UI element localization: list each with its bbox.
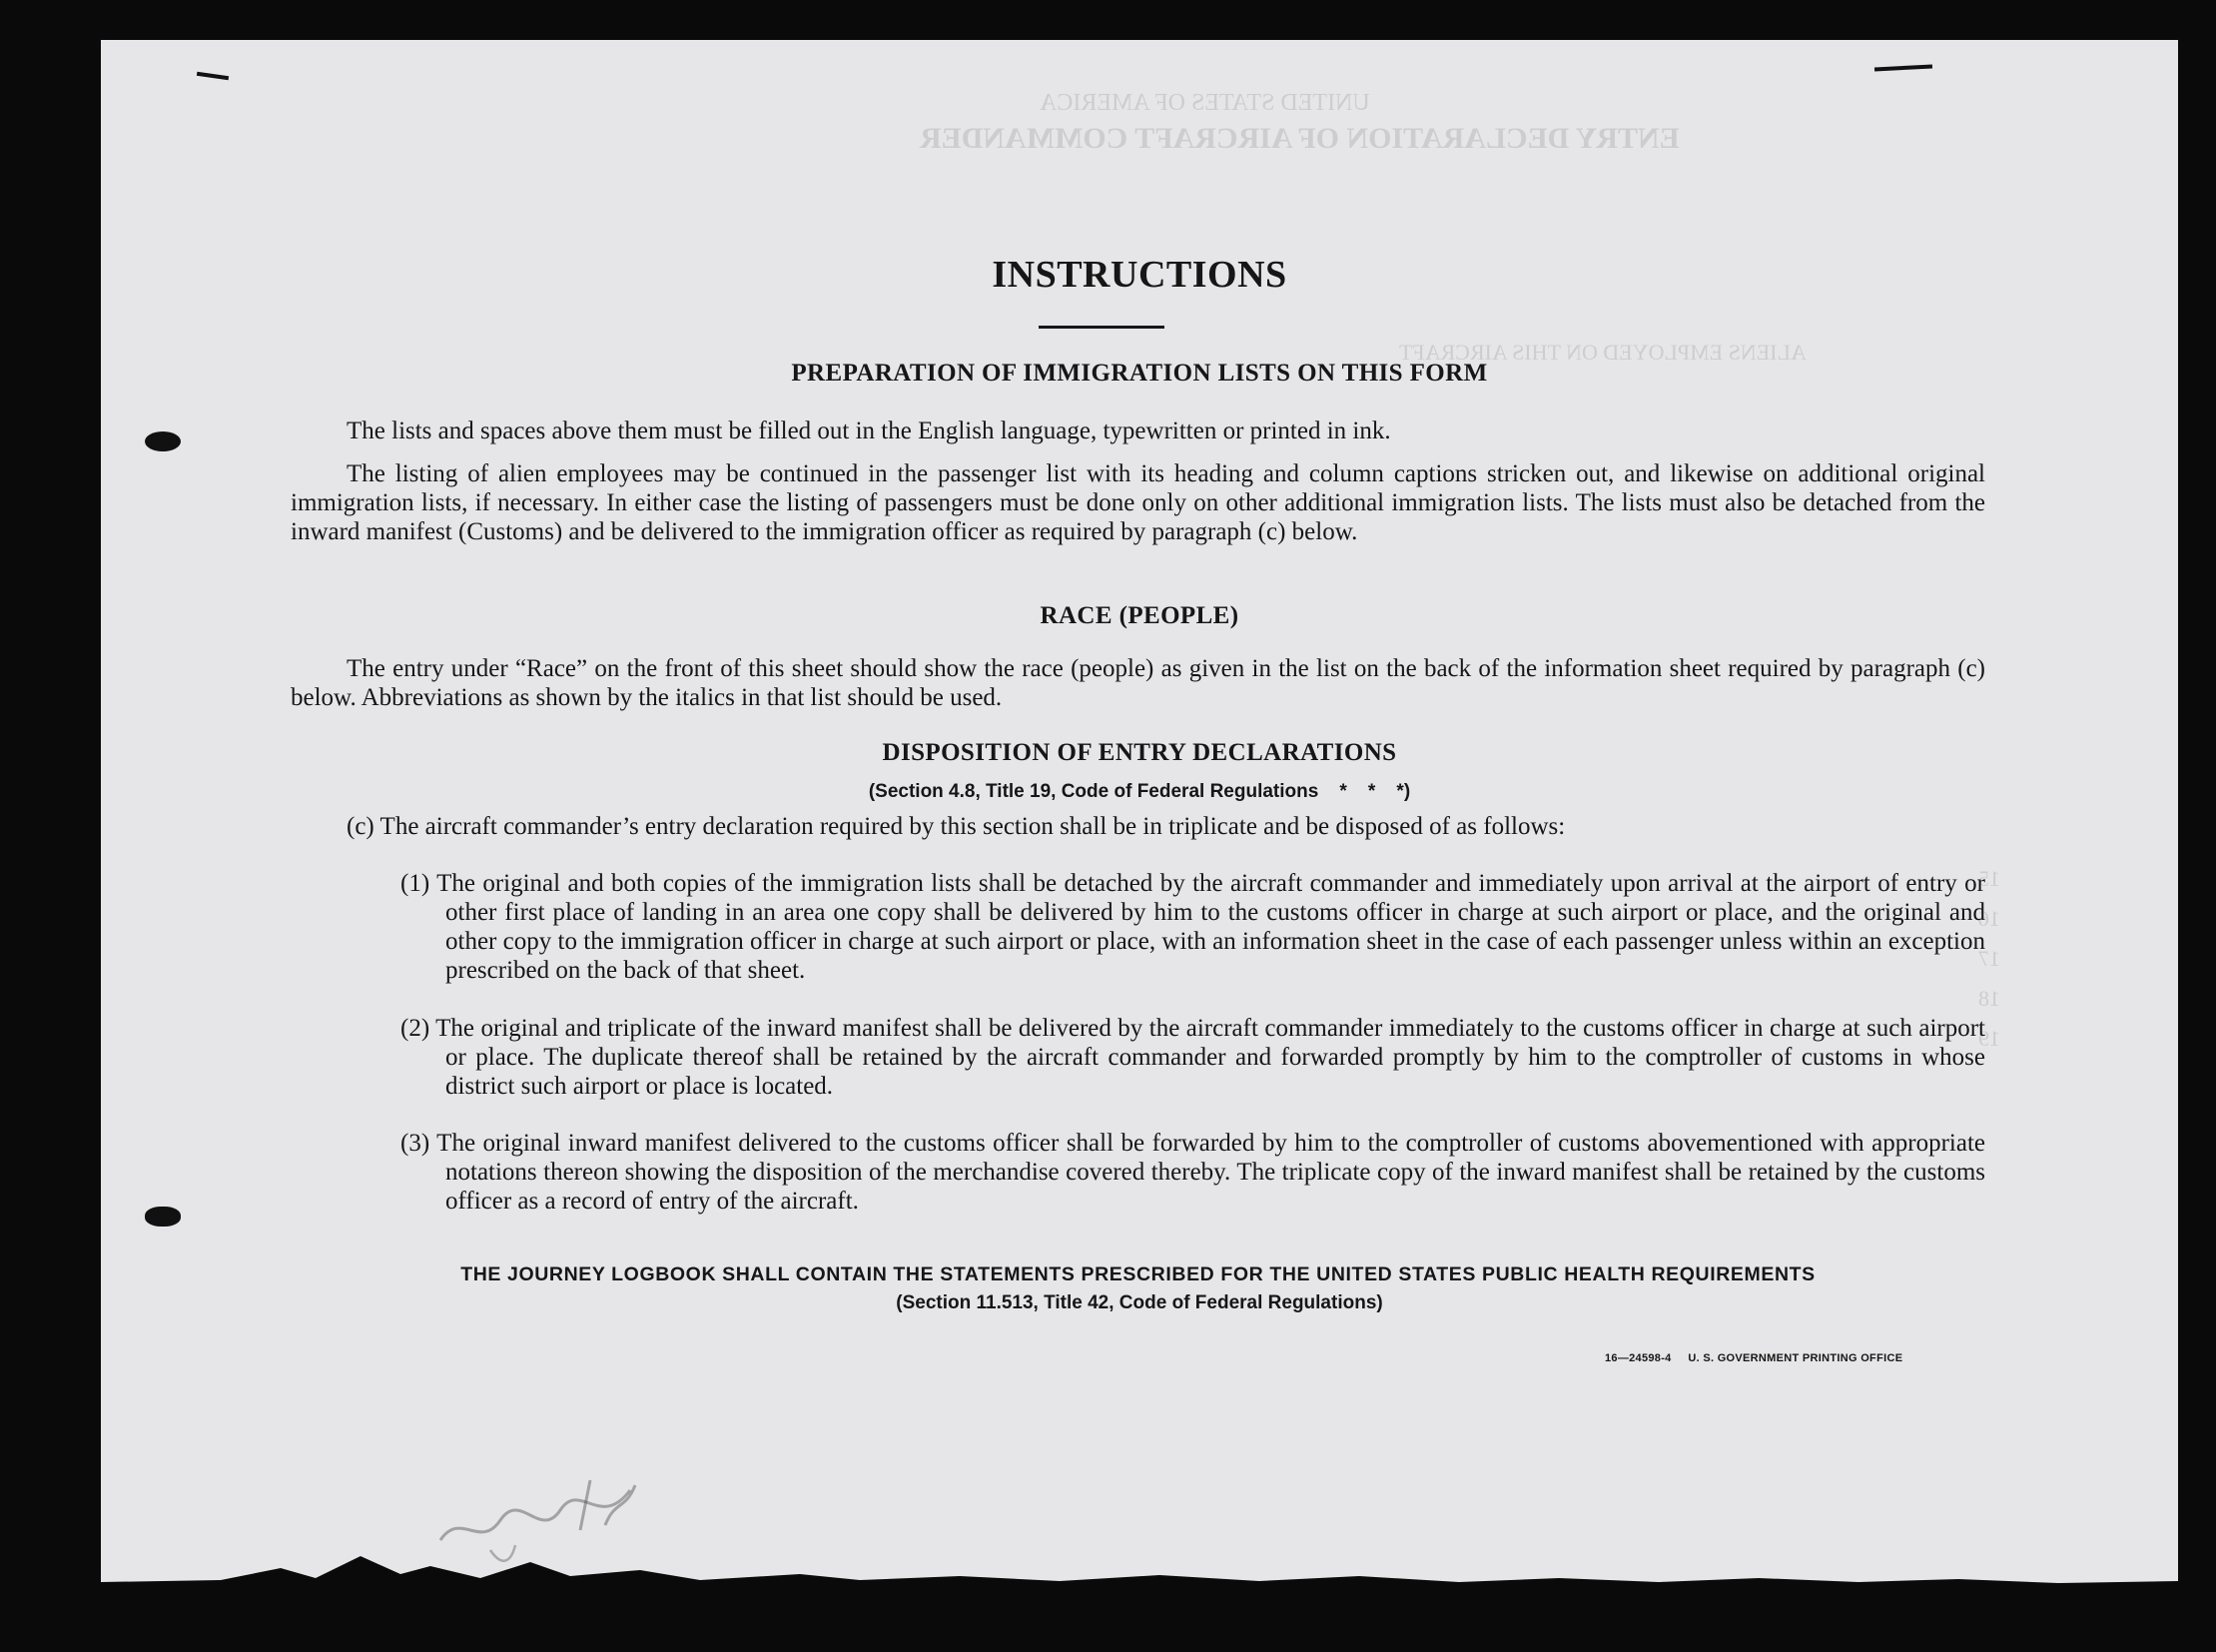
disposition-item-1: (1) The original and both copies of the immigration lists shall be detached by the aircraft commander and immediately upon arrival at the airport of entry or other first place of landing in an area one copy shall be delivered by him to the customs officer in charge at such airport or place, and the original and other copy to the immigration officer in charge at such airport or place, with an information sheet in the case of each passenger unless within an exception prescribed on the back of that sheet. — [400, 870, 1985, 984]
show-through-text: UNITED STATES OF AMERICA — [1040, 90, 1370, 116]
registration-mark — [197, 72, 229, 80]
show-through-text: ALIENS EMPLOYED ON THIS AIRCRAFT — [1399, 340, 1807, 365]
race-paragraph: The entry under “Race” on the front of this sheet should show the race (people) as given in the list on the back of the information sheet required by paragraph (c) below. Abbreviations as shown by the italics in that list should be used. — [291, 655, 1985, 711]
punch-hole-mark — [145, 431, 181, 451]
disposition-intro: (c) The aircraft commander’s entry declaration required by this section shall be in triplicate and be disposed of as follows: — [347, 813, 1566, 840]
title-underline — [1039, 326, 1164, 329]
disposition-citation: (Section 4.8, Title 19, Code of Federal Regulations * * *) — [868, 781, 1411, 802]
public-health-statement: THE JOURNEY LOGBOOK SHALL CONTAIN THE STATEMENTS PRESCRIBED FOR THE UNITED STATES PUBLIC HEALTH REQUIREMENTS — [460, 1263, 1816, 1285]
torn-edge — [101, 1548, 2178, 1588]
registration-mark — [1874, 64, 1932, 71]
show-through-text: ENTRY DECLARATION OF AIRCRAFT COMMANDER — [920, 122, 1680, 155]
race-heading: RACE (PEOPLE) — [1040, 602, 1239, 629]
show-through-text: 15 16 17 18 19 — [1978, 866, 2000, 1051]
page-title: INSTRUCTIONS — [992, 254, 1287, 296]
disposition-item-3: (3) The original inward manifest delivered to the customs officer shall be forwarded by him to the comptroller of customs abovementioned with appropriate notations thereon showing the disposition of the merchandise covered thereby. The triplicate copy of the inward manifest shall be retained by the customs officer as a record of entry of the aircraft. — [400, 1130, 1985, 1215]
preparation-heading: PREPARATION OF IMMIGRATION LISTS ON THIS FORM — [791, 360, 1488, 387]
public-health-citation: (Section 11.513, Title 42, Code of Federal Regulations) — [896, 1292, 1383, 1313]
document-page — [101, 40, 2178, 1588]
preparation-paragraph-1: The lists and spaces above them must be filled out in the English language, typewritten or printed in ink. — [347, 417, 1391, 444]
disposition-heading: DISPOSITION OF ENTRY DECLARATIONS — [882, 739, 1397, 766]
print-code: 16—24598-4 U. S. GOVERNMENT PRINTING OFFICE — [1605, 1352, 1903, 1364]
punch-hole-mark — [145, 1207, 181, 1227]
disposition-item-2: (2) The original and triplicate of the inward manifest shall be delivered by the aircraft commander immediately to the customs officer in charge at such airport or place. The duplicate thereof shall be retained by the aircraft commander and forwarded promptly by him to the comptroller of customs in whose district such airport or place is located. — [400, 1015, 1985, 1100]
preparation-paragraph-2: The listing of alien employees may be continued in the passenger list with its heading and column captions stricken out, and likewise on additional original immigration lists, if necessary. In either case the listing of passengers must be done only on other additional immigration lists. The lists must also be detached from the inward manifest (Customs) and be delivered to the immigration officer as required by paragraph (c) below. — [291, 460, 1985, 545]
